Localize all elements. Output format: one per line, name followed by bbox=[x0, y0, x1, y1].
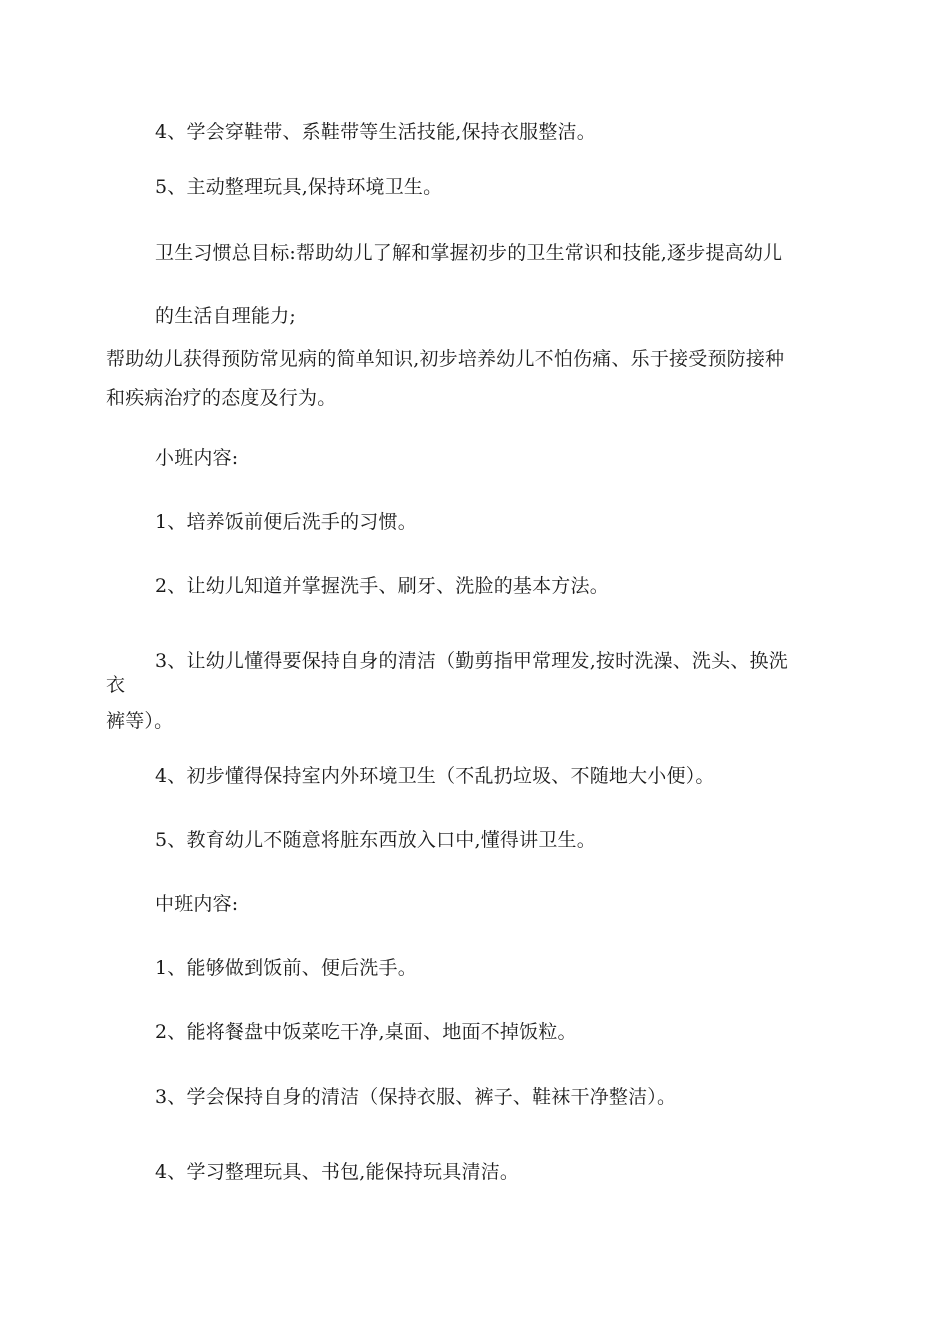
text-line-junior-3-wrap: 衣 bbox=[106, 674, 126, 696]
section-heading-junior-class: 小班内容: bbox=[155, 447, 239, 469]
text-line-junior-3: 3、让幼儿懂得要保持自身的清洁（勤剪指甲常理发,按时洗澡、洗头、换洗 bbox=[155, 650, 788, 672]
text-line-hygiene-goal-cont: 的生活自理能力; bbox=[155, 305, 297, 327]
text-line-disease-prevention: 帮助幼儿获得预防常见病的简单知识,初步培养幼儿不怕伤痛、乐于接受预防接种 bbox=[106, 348, 785, 370]
section-heading-middle-class: 中班内容: bbox=[155, 893, 239, 915]
text-line-middle-4: 4、学习整理玩具、书包,能保持玩具清洁。 bbox=[155, 1161, 520, 1183]
text-line-tidy-toys: 5、主动整理玩具,保持环境卫生。 bbox=[155, 176, 443, 198]
text-line-middle-3: 3、学会保持自身的清洁（保持衣服、裤子、鞋袜干净整洁）。 bbox=[155, 1086, 677, 1108]
text-line-middle-2: 2、能将餐盘中饭菜吃干净,桌面、地面不掉饭粒。 bbox=[155, 1021, 577, 1043]
text-line-junior-5: 5、教育幼儿不随意将脏东西放入口中,懂得讲卫生。 bbox=[155, 829, 596, 851]
text-line-disease-prevention-cont: 和疾病治疗的态度及行为。 bbox=[106, 387, 337, 409]
text-line-junior-2: 2、让幼儿知道并掌握洗手、刷牙、洗脸的基本方法。 bbox=[155, 575, 609, 597]
text-line-hygiene-goal: 卫生习惯总目标:帮助幼儿了解和掌握初步的卫生常识和技能,逐步提高幼儿 bbox=[155, 242, 783, 264]
text-line-shoelace-skill: 4、学会穿鞋带、系鞋带等生活技能,保持衣服整洁。 bbox=[155, 121, 596, 143]
text-line-middle-1: 1、能够做到饭前、便后洗手。 bbox=[155, 957, 417, 979]
text-line-junior-1: 1、培养饭前便后洗手的习惯。 bbox=[155, 511, 417, 533]
text-line-junior-4: 4、初步懂得保持室内外环境卫生（不乱扔垃圾、不随地大小便）。 bbox=[155, 765, 715, 787]
text-line-junior-3-cont: 裤等）。 bbox=[106, 710, 174, 732]
